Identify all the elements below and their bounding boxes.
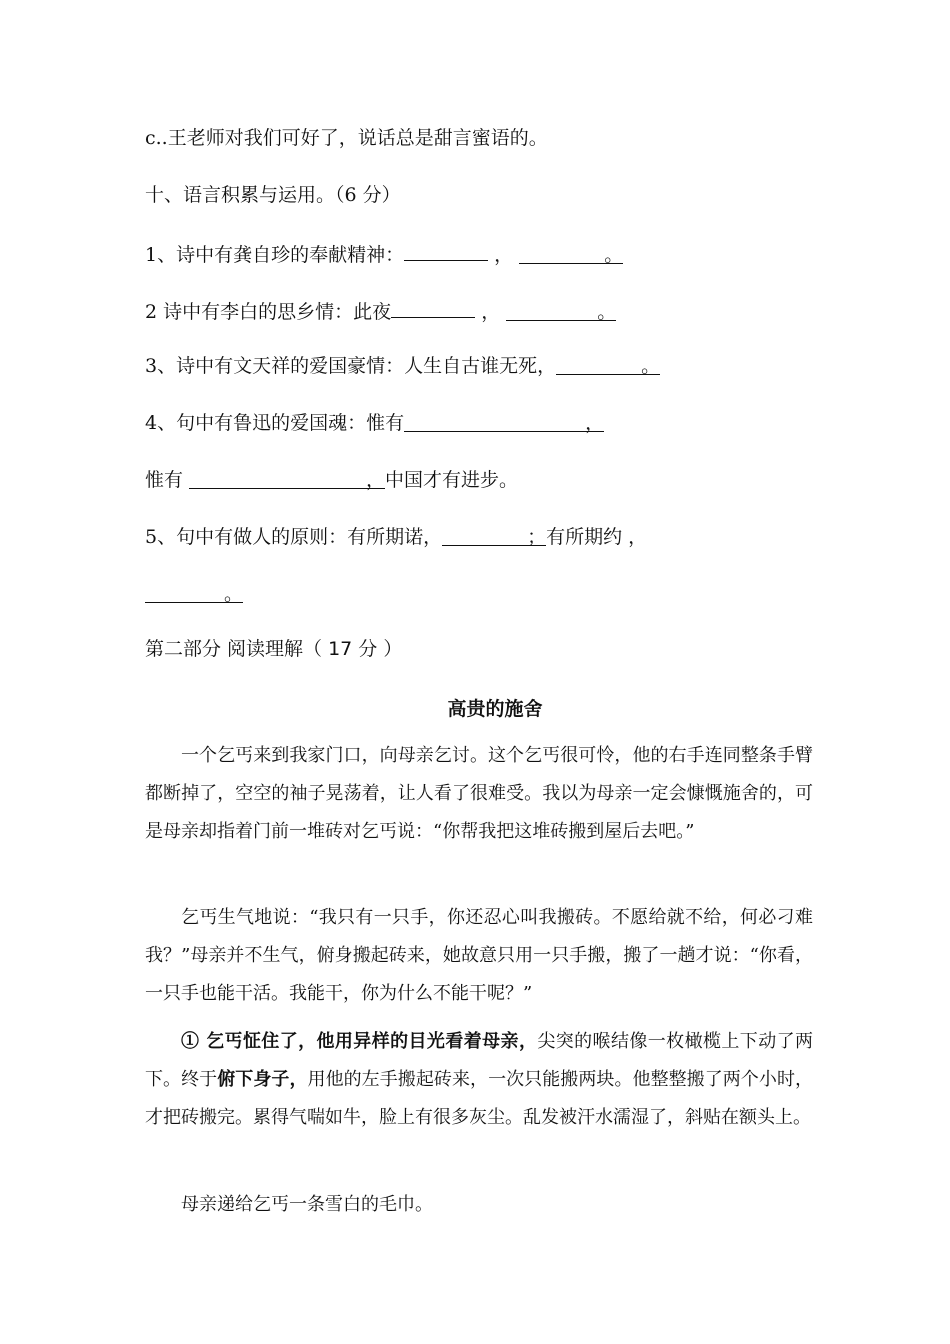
q1-end-mark: 。 xyxy=(604,244,624,266)
question-4 xyxy=(145,411,604,435)
q5-blank-2[interactable] xyxy=(145,582,243,603)
q5-separator: ； xyxy=(527,526,547,548)
q2-blank-2[interactable] xyxy=(506,300,616,321)
part-2-heading xyxy=(145,637,402,661)
section-10-heading: 十、语言积累与运用。（6 分） xyxy=(145,184,401,206)
question-5-continued xyxy=(145,582,243,606)
question-3 xyxy=(145,354,660,378)
q4-prefix: 4、句中有鲁迅的爱国魂：惟有 xyxy=(145,412,405,434)
paragraph-3-text-b: 用他的左手搬起砖来，一次只能搬两块。他整整搬了两个小时，才把砖搬完。累得气喘如牛，脸上有很多灰尘。乱发被汗水濡湿了，斜贴在额头上。 xyxy=(145,1069,814,1128)
article-paragraph-3 xyxy=(145,1023,813,1137)
q4-blank-2[interactable] xyxy=(189,468,385,489)
item-c: c..王老师对我们可好了，说话总是甜言蜜语的。 xyxy=(145,127,548,149)
q2-end-mark: 。 xyxy=(597,301,617,323)
q1-blank-2[interactable] xyxy=(519,243,623,264)
q4b-suffix: 中国才有进步。 xyxy=(385,469,519,491)
article-paragraph-4: 母亲递给乞丐一条雪白的毛巾。 xyxy=(181,1194,433,1215)
q3-prefix: 3、诗中有文天祥的爱国豪情：人生自古谁无死， xyxy=(145,355,557,377)
question-1 xyxy=(145,240,623,267)
q5-blank-1[interactable] xyxy=(442,525,546,546)
q1-prefix: 1、诗中有龚自珍的奉献精神： xyxy=(145,244,405,266)
q5-prefix: 5、句中有做人的原则：有所期诺， xyxy=(145,526,443,548)
q1-separator: ， xyxy=(494,244,514,266)
paragraph-3-bold-2: 俯下身子， xyxy=(217,1069,308,1090)
q3-blank[interactable] xyxy=(556,354,660,375)
question-5 xyxy=(145,525,647,549)
q3-end-mark: 。 xyxy=(641,355,661,377)
question-2 xyxy=(145,297,616,324)
part-2-text: 第二部分 阅读理解（ 17 分 ） xyxy=(145,638,403,660)
q4-separator: ， xyxy=(585,412,605,434)
q5-middle: 有所期约 ， xyxy=(546,526,648,548)
article-paragraph-1: 一个乞丐来到我家门口，向母亲乞讨。这个乞丐很可怜，他的右手连同整条手臂都断掉了，空空的袖子晃荡着，让人看了很难受。我以为母亲一定会慷慨施舍的，可是母亲却指着门前一堆砖对乞丐说：“你帮我把这堆砖搬到屋后去吧。” xyxy=(145,745,813,842)
paragraph-3-text-a: 尖突的喉结像一枚橄榄上下动了两下。终于 xyxy=(145,1031,813,1090)
q5-end-mark: 。 xyxy=(223,583,243,605)
q4b-separator: ， xyxy=(366,469,386,491)
q2-blank-1[interactable] xyxy=(391,297,475,318)
q1-blank-1[interactable] xyxy=(404,240,488,261)
paragraph-3-bold-1: ① 乞丐怔住了，他用异样的目光看着母亲， xyxy=(181,1031,538,1052)
q2-prefix: 2 诗中有李白的思乡情：此夜 xyxy=(145,301,392,323)
article-title: 高贵的施舍 xyxy=(447,698,543,720)
article-paragraph-2: 乞丐生气地说：“我只有一只手，你还忍心叫我搬砖。不愿给就不给，何必刁难我？”母亲并不生气，俯身搬起砖来，她故意只用一只手搬，搬了一趟才说：“你看，一只手也能干活。我能干，你为什么不能干呢？” xyxy=(145,907,813,1004)
q4b-prefix: 惟有 xyxy=(145,469,190,491)
q2-separator: ， xyxy=(481,301,501,323)
q4-blank-1[interactable] xyxy=(404,411,604,432)
question-4-continued xyxy=(145,468,518,492)
